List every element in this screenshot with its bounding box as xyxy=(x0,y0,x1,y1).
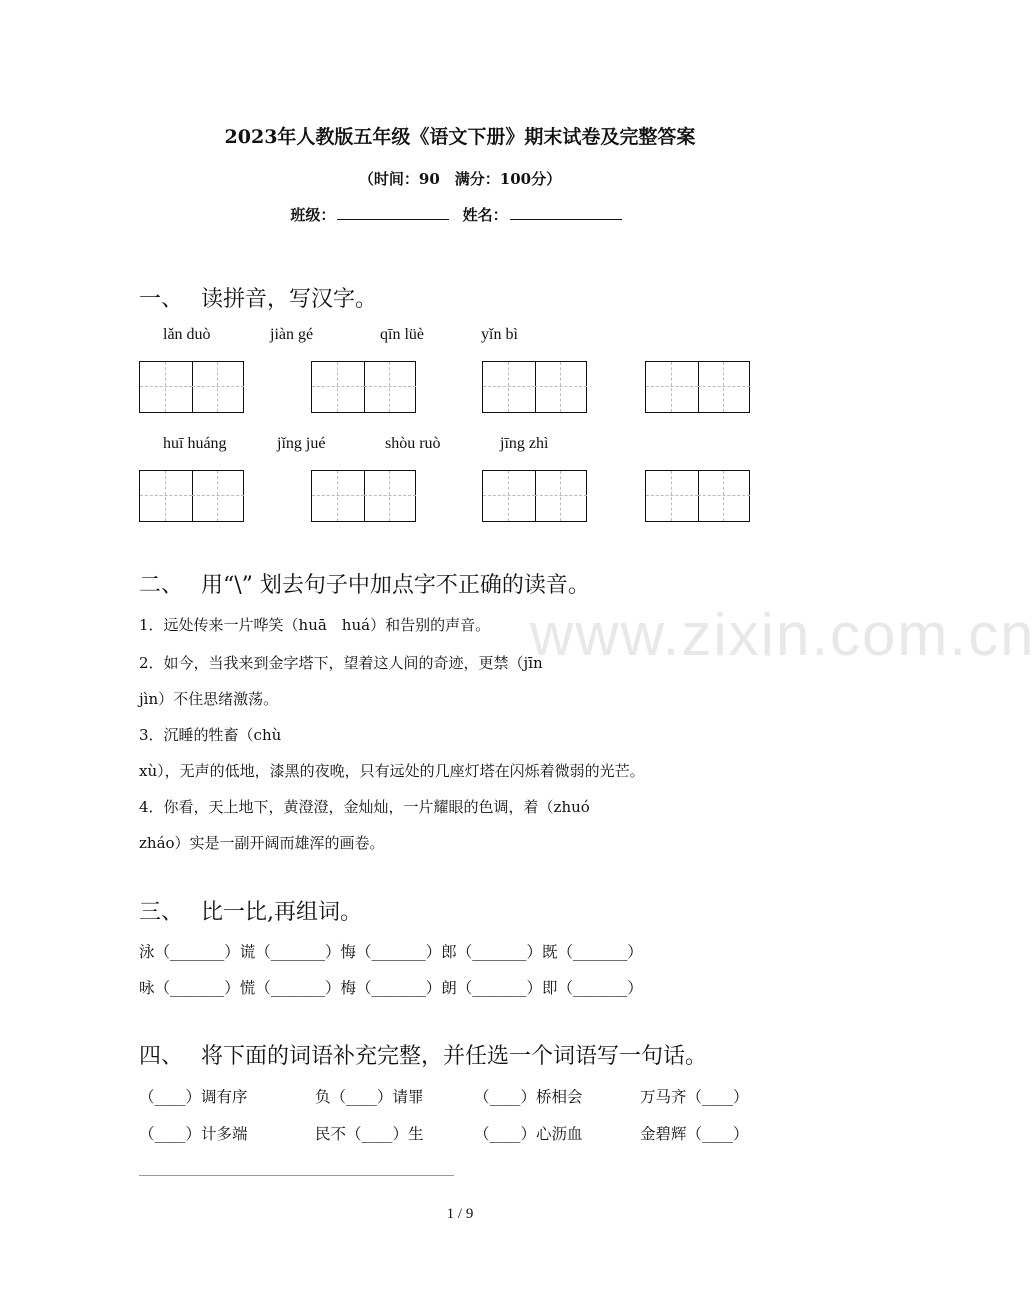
writing-grid[interactable] xyxy=(645,361,750,413)
question-line: 2．如今，当我来到金字塔下，望着这人间的奇迹，更禁（jīn xyxy=(139,654,543,672)
question-line: xù），无声的低地，漆黑的夜晚，只有远处的几座灯塔在闪烁着微弱的光芒。 xyxy=(139,762,645,780)
section-title: 读拼音，写汉字。 xyxy=(201,287,378,312)
class-label: 班级： xyxy=(290,206,336,224)
idiom-blank[interactable]: （____）心沥血 xyxy=(474,1125,583,1143)
question-line: jìn）不住思绪激荡。 xyxy=(139,690,279,708)
writing-grid[interactable] xyxy=(311,361,416,413)
question-line: zháo）实是一副开阔而雄浑的画卷。 xyxy=(139,834,385,852)
idiom-blank[interactable]: （____）计多端 xyxy=(139,1125,248,1143)
word-compare-row[interactable]: 泳（_______）谎（_______）悔（_______）郎（_______）既（_______） xyxy=(139,943,643,961)
section-number: 一、 xyxy=(139,287,184,312)
section-title: 用“\” 划去句子中加点字不正确的读音。 xyxy=(201,573,590,598)
student-info xyxy=(0,204,920,225)
exam-info: （时间：90 满分：100分） xyxy=(358,170,562,188)
writing-grid[interactable] xyxy=(139,470,244,522)
writing-grid[interactable] xyxy=(311,470,416,522)
page-title: 2023年人教版五年级《语文下册》期末试卷及完整答案 xyxy=(224,126,696,148)
pinyin-label: lǎn duò xyxy=(163,326,211,343)
idiom-blank[interactable]: 万马齐（____） xyxy=(640,1088,749,1106)
watermark: www.zixin.com.cn xyxy=(530,601,1035,668)
idiom-blank[interactable]: 民不（____）生 xyxy=(315,1125,424,1143)
writing-grid[interactable] xyxy=(645,470,750,522)
page-number: 1 / 9 xyxy=(446,1206,474,1222)
section-title: 比一比,再组词。 xyxy=(201,900,362,925)
pinyin-label: yǐn bì xyxy=(481,326,518,343)
pinyin-label: qīn lüè xyxy=(380,326,424,343)
section-1-heading xyxy=(139,282,377,313)
name-label: 姓名： xyxy=(462,206,508,224)
pinyin-label: jiàn gé xyxy=(270,326,314,343)
section-2-heading xyxy=(139,568,590,599)
section-number: 二、 xyxy=(139,573,184,598)
pinyin-label: huī huáng xyxy=(163,435,227,452)
idiom-blank[interactable]: 金碧辉（____） xyxy=(640,1125,749,1143)
section-title: 将下面的词语补充完整，并任选一个词语写一句话。 xyxy=(201,1044,708,1069)
word-compare-row[interactable]: 咏（_______）慌（_______）梅（_______）朗（_______）即（_______） xyxy=(139,979,643,997)
question-line: 3．沉睡的牲畜（chù xyxy=(139,726,282,744)
section-4-heading xyxy=(139,1039,707,1070)
question-line: 1．远处传来一片哗笑（huā huá）和告别的声音。 xyxy=(139,616,491,634)
pinyin-label: jīng zhì xyxy=(500,435,549,452)
idiom-blank[interactable]: 负（____）请罪 xyxy=(315,1088,424,1106)
pinyin-label: jǐng jué xyxy=(277,435,326,452)
section-number: 三、 xyxy=(139,900,184,925)
class-field[interactable] xyxy=(337,205,449,220)
writing-grid[interactable] xyxy=(482,470,587,522)
idiom-blank[interactable]: （____）调有序 xyxy=(139,1088,248,1106)
writing-grid[interactable] xyxy=(139,361,244,413)
footnote-divider xyxy=(139,1175,454,1176)
section-number: 四、 xyxy=(139,1044,184,1069)
name-field[interactable] xyxy=(510,205,622,220)
idiom-blank[interactable]: （____）桥相会 xyxy=(474,1088,583,1106)
question-line: 4．你看，天上地下，黄澄澄，金灿灿，一片耀眼的色调，着（zhuó xyxy=(139,798,590,816)
section-3-heading xyxy=(139,895,362,926)
writing-grid[interactable] xyxy=(482,361,587,413)
pinyin-label: shòu ruò xyxy=(385,435,441,452)
